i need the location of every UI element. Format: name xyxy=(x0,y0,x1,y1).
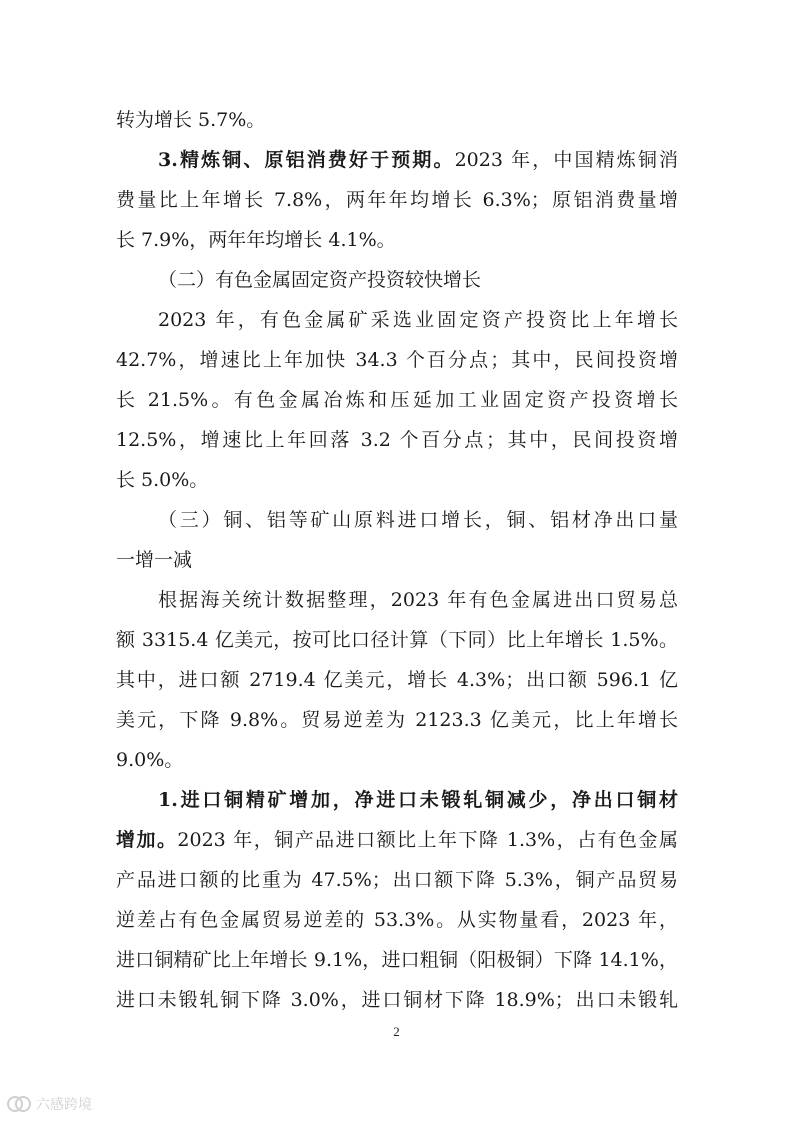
text-segment: 根据海关统计数据整理，2023 年有色金属进出口贸易总 xyxy=(158,589,678,611)
text-segment: （三）铜、铝等矿山原料进口增长，铜、铝材净出口量 xyxy=(158,509,678,531)
text-segment: 42.7%，增速比上年加快 34.3 个百分点；其中，民间投资增 xyxy=(116,349,678,371)
text-segment: 转为增长 5.7%。 xyxy=(116,109,266,131)
text-line xyxy=(116,220,678,260)
text-segment: 进口铜精矿比上年增长 9.1%，进口粗铜（阳极铜）下降 14.1%， xyxy=(116,949,678,971)
text-line xyxy=(116,700,678,740)
text-line xyxy=(116,740,678,780)
text-line xyxy=(116,900,678,940)
text-line xyxy=(116,140,678,180)
text-segment: 美元，下降 9.8%。贸易逆差为 2123.3 亿美元，比上年增长 xyxy=(116,709,678,731)
text-segment: 9.0%。 xyxy=(116,749,184,771)
text-line xyxy=(116,620,678,660)
watermark xyxy=(6,1092,92,1116)
text-segment: 进口未锻轧铜下降 3.0%，进口铜材下降 18.9%；出口未锻轧 xyxy=(116,989,678,1011)
text-line xyxy=(116,180,678,220)
text-segment: 2023 年，铜产品进口额比上年下降 1.3%，占有色金属 xyxy=(177,829,678,851)
text-segment: 产品进口额的比重为 47.5%；出口额下降 5.3%，铜产品贸易 xyxy=(116,869,678,891)
text-line xyxy=(116,980,678,1020)
text-line xyxy=(116,340,678,380)
text-line xyxy=(116,420,678,460)
bold-text-segment: 1.进口铜精矿增加，净进口未锻轧铜减少，净出口铜材 xyxy=(158,789,678,811)
text-line xyxy=(116,780,678,820)
text-segment: 逆差占有色金属贸易逆差的 53.3%。从实物量看，2023 年， xyxy=(116,909,678,931)
text-line xyxy=(116,580,678,620)
logo-icon xyxy=(6,1094,32,1114)
text-segment: （二）有色金属固定资产投资较快增长 xyxy=(158,269,482,291)
text-line xyxy=(116,380,678,420)
document-body xyxy=(116,100,678,1020)
text-segment: 12.5%，增速比上年回落 3.2 个百分点；其中，民间投资增 xyxy=(116,429,678,451)
text-line xyxy=(116,260,678,300)
text-line xyxy=(116,860,678,900)
text-line xyxy=(116,500,678,540)
text-segment: 长 5.0%。 xyxy=(116,469,209,491)
bold-text-segment: 3.精炼铜、原铝消费好于预期。 xyxy=(158,149,455,171)
page-number: 2 xyxy=(393,1024,400,1039)
text-line xyxy=(116,460,678,500)
text-line xyxy=(116,300,678,340)
bold-text-segment: 增加。 xyxy=(116,829,178,851)
text-line xyxy=(116,100,678,140)
watermark-text: 六感跨境 xyxy=(36,1097,92,1113)
text-segment: 额 3315.4 亿美元，按可比口径计算（下同）比上年增长 1.5%。 xyxy=(116,629,678,651)
text-line xyxy=(116,820,678,860)
text-segment: 其中，进口额 2719.4 亿美元，增长 4.3%；出口额 596.1 亿 xyxy=(116,669,678,691)
text-segment: 费量比上年增长 7.8%，两年年均增长 6.3%；原铝消费量增 xyxy=(116,189,678,211)
text-segment: 长 7.9%，两年年均增长 4.1%。 xyxy=(116,229,396,251)
text-line xyxy=(116,660,678,700)
text-line xyxy=(116,940,678,980)
text-segment: 一增一减 xyxy=(116,549,193,571)
text-segment: 2023 年，有色金属矿采选业固定资产投资比上年增长 xyxy=(158,309,678,331)
text-segment: 长 21.5%。有色金属冶炼和压延加工业固定资产投资增长 xyxy=(116,389,678,411)
text-line xyxy=(116,540,678,580)
text-segment: 2023 年，中国精炼铜消 xyxy=(454,149,678,171)
